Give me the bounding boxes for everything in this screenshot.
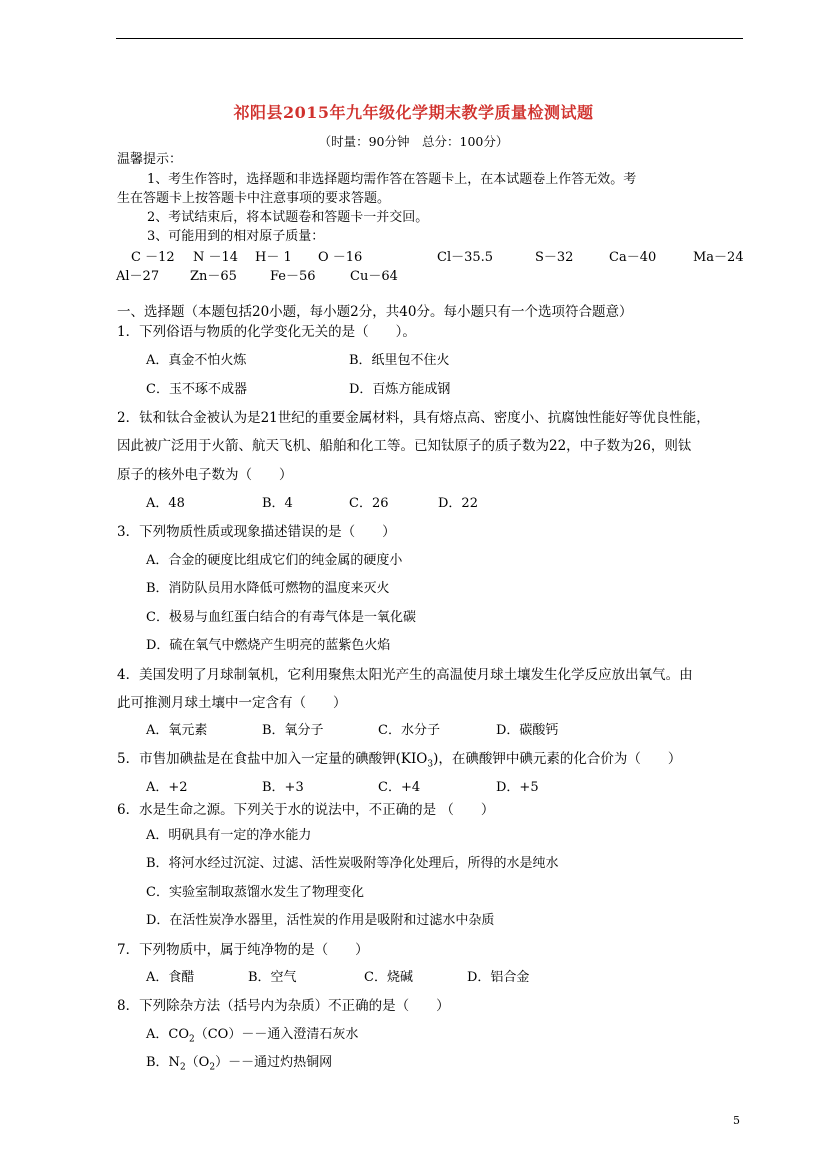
question-8-option-a-pre: A．CO [146,1027,189,1042]
atomic-mass-zn: Zn－65 [190,269,237,284]
exam-title: 祁阳县2015年九年级化学期末教学质量检测试题 [233,103,594,122]
question-8-option-a [146,1026,358,1049]
question-5-stem-pre: 5．市售加碘盐是在食盐中加入一定量的碘酸钾(KIO [117,751,428,767]
atomic-mass-s: S－32 [535,250,574,265]
header-rule [116,38,743,39]
atomic-mass-al: Al－27 [116,269,160,284]
exam-subtitle: （时量：90分钟 总分：100分） [318,134,509,149]
question-4-line-2: 此可推测月球土壤中一定含有（ ） [117,695,347,711]
question-4-line-1: 4．美国发明了月球制氧机，它利用聚焦太阳光产生的高温使月球土壤发生化学反应放出氧气。由 [117,667,693,683]
tips-line-3: 2、考试结束后，将本试题卷和答题卡一并交回。 [147,210,429,225]
question-5-option-c: C．+4 [378,780,421,795]
question-7-stem: 7．下列物质中，属于纯净物的是（ ） [117,942,369,958]
atomic-mass-h: H－ 1 [255,250,292,265]
question-2-option-d: D．22 [438,496,478,511]
question-6-option-c: C．实验室制取蒸馏水发生了物理变化 [146,885,364,900]
atomic-mass-ca: Ca－40 [609,250,657,265]
question-8-option-b-post: ）－－通过灼热铜网 [215,1055,333,1070]
question-2-option-a: A．48 [146,496,185,511]
question-8-option-b-subscript-2: 2 [209,1062,216,1073]
atomic-mass-cu: Cu－64 [350,269,398,284]
question-1-option-d: D．百炼方能成钢 [349,382,451,397]
question-3-option-a: A．合金的硬度比组成它们的纯金属的硬度小 [146,553,403,568]
question-2-option-c: C．26 [349,496,389,511]
question-7-option-c: C．烧碱 [364,970,413,985]
question-8-option-b-mid: （O [185,1055,210,1070]
question-5-stem-subscript: 3 [427,759,434,770]
question-5-option-b: B．+3 [262,780,304,795]
question-3-stem: 3．下列物质性质或现象描述错误的是（ ） [117,524,396,540]
question-8-option-a-post: （CO）－－通入澄清石灰水 [194,1027,359,1042]
atomic-mass-ma: Ma－24 [693,250,744,265]
question-6-option-a: A．明矾具有一定的净水能力 [146,828,312,843]
page-number: 5 [733,1114,740,1127]
question-4-option-a: A．氧元素 [146,723,208,738]
question-4-option-b: B．氧分子 [262,723,324,738]
question-1-option-b: B．纸里包不住火 [349,353,450,368]
question-5-stem [117,750,681,774]
question-3-option-b: B．消防队员用水降低可燃物的温度来灭火 [146,581,390,596]
question-1-stem: 1．下列俗语与物质的化学变化无关的是（ ）。 [117,324,416,340]
question-2-line-3: 原子的核外电子数为（ ） [117,467,293,483]
question-5-option-d: D．+5 [496,780,539,795]
atomic-mass-c: C －12 [131,250,175,265]
section-heading: 一、选择题（本题包括20小题，每小题2分，共40分。每小题只有一个选项符合题意） [117,304,633,320]
question-6-option-b: B．将河水经过沉淀、过滤、活性炭吸附等净化处理后，所得的水是纯水 [146,856,559,871]
question-3-option-c: C．极易与血红蛋白结合的有毒气体是一氧化碳 [146,610,416,625]
tips-heading: 温馨提示： [117,152,183,167]
question-8-option-b-subscript-1: 2 [179,1062,186,1073]
tips-line-1: 1、考生作答时，选择题和非选择题均需作答在答题卡上，在本试题卷上作答无效。考 [147,172,637,187]
question-2-option-b: B．4 [262,496,293,511]
tips-line-4: 3、可能用到的相对原子质量： [147,229,325,244]
question-8-option-b-pre: B．N [146,1055,180,1070]
question-2-line-2: 因此被广泛用于火箭、航天飞机、船舶和化工等。已知钛原子的质子数为22，中子数为26，则钛 [117,438,692,454]
question-4-option-c: C．水分子 [378,723,440,738]
question-7-option-a: A．食醋 [146,970,195,985]
atomic-mass-fe: Fe－56 [270,269,316,284]
question-8-stem: 8．下列除杂方法（括号内为杂质）不正确的是（ ） [117,998,450,1014]
atomic-mass-cl: Cl－35.5 [437,250,494,265]
question-1-option-c: C．玉不琢不成器 [146,382,247,397]
question-8-option-a-subscript: 2 [189,1034,195,1045]
question-8-option-b [146,1054,332,1077]
atomic-mass-o: O －16 [318,250,363,265]
question-3-option-d: D．硫在氧气中燃烧产生明亮的蓝紫色火焰 [146,638,391,653]
atomic-mass-n: N －14 [193,250,239,265]
question-7-option-b: B．空气 [248,970,297,985]
question-2-line-1: 2．钛和钛合金被认为是21世纪的重要金属材料，具有熔点高、密度小、抗腐蚀性能好等优良性能， [117,410,710,426]
question-6-stem: 6．水是生命之源。下列关于水的说法中，不正确的是 （ ） [117,802,495,818]
question-1-option-a: A．真金不怕火炼 [146,353,247,368]
question-6-option-d: D．在活性炭净水器里，活性炭的作用是吸附和过滤水中杂质 [146,913,495,928]
tips-line-2: 生在答题卡上按答题卡中注意事项的要求答题。 [117,191,391,206]
question-5-option-a: A．+2 [146,780,188,795]
question-4-option-d: D．碳酸钙 [496,723,559,738]
question-5-stem-post: )，在碘酸钾中碘元素的化合价为（ ） [433,751,682,767]
question-7-option-d: D．铝合金 [467,970,530,985]
